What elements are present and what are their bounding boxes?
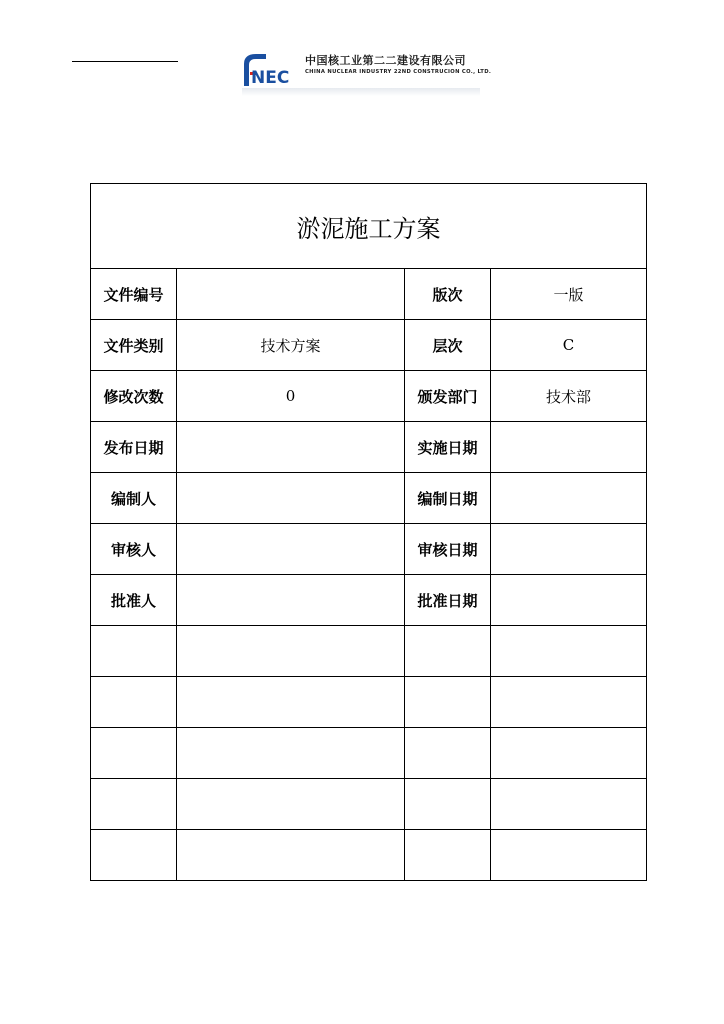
blank-cell: [491, 779, 647, 830]
field-label: 编制人: [91, 473, 177, 524]
document-title: 淤泥施工方案: [91, 184, 647, 269]
blank-cell: [491, 626, 647, 677]
field-value: [491, 575, 647, 626]
field-label: 版次: [405, 269, 491, 320]
table-row: [91, 320, 647, 371]
table-row: [91, 422, 647, 473]
logo-reflection: [242, 88, 480, 96]
field-label: 颁发部门: [405, 371, 491, 422]
nec-logo-icon: [240, 50, 304, 90]
blank-row: [91, 728, 647, 779]
table-row: [91, 473, 647, 524]
logo-letters: NEC: [251, 68, 290, 88]
blank-cell: [91, 830, 177, 881]
document-control-table: [90, 183, 647, 881]
blank-cell: [177, 830, 405, 881]
field-value: 技术部: [491, 371, 647, 422]
field-value: [491, 422, 647, 473]
blank-cell: [405, 626, 491, 677]
blank-cell: [405, 728, 491, 779]
blank-cell: [177, 779, 405, 830]
table-row: [91, 371, 647, 422]
blank-cell: [491, 830, 647, 881]
title-row: [91, 184, 647, 269]
blank-row: [91, 677, 647, 728]
field-label: 文件类别: [91, 320, 177, 371]
blank-cell: [177, 626, 405, 677]
blank-cell: [91, 779, 177, 830]
blank-cell: [405, 677, 491, 728]
field-label: 审核人: [91, 524, 177, 575]
blank-cell: [91, 626, 177, 677]
field-label: 审核日期: [405, 524, 491, 575]
field-value: [177, 473, 405, 524]
blank-row: [91, 830, 647, 881]
table-row: [91, 269, 647, 320]
field-label: 批准人: [91, 575, 177, 626]
field-value: [177, 575, 405, 626]
table-row: [91, 524, 647, 575]
field-value: [177, 269, 405, 320]
blank-cell: [491, 677, 647, 728]
field-label: 批准日期: [405, 575, 491, 626]
field-label: 发布日期: [91, 422, 177, 473]
field-value: [177, 524, 405, 575]
blank-row: [91, 779, 647, 830]
blank-cell: [177, 677, 405, 728]
field-value: C: [491, 320, 647, 371]
blank-row: [91, 626, 647, 677]
blank-cell: [91, 728, 177, 779]
header-rule: [72, 61, 178, 62]
blank-cell: [405, 830, 491, 881]
company-name-cn: 中国核工业第二二建设有限公司: [305, 54, 466, 67]
blank-cell: [177, 728, 405, 779]
field-value: 0: [177, 371, 405, 422]
blank-cell: [491, 728, 647, 779]
blank-cell: [91, 677, 177, 728]
field-label: 文件编号: [91, 269, 177, 320]
field-value: 一版: [491, 269, 647, 320]
field-value: [491, 473, 647, 524]
company-name-en: CHINA NUCLEAR INDUSTRY 22ND CONSTRUCION CO., LTD.: [305, 69, 492, 75]
field-value: 技术方案: [177, 320, 405, 371]
field-label: 修改次数: [91, 371, 177, 422]
field-label: 实施日期: [405, 422, 491, 473]
field-label: 编制日期: [405, 473, 491, 524]
field-value: [491, 524, 647, 575]
field-value: [177, 422, 405, 473]
field-label: 层次: [405, 320, 491, 371]
blank-cell: [405, 779, 491, 830]
table-row: [91, 575, 647, 626]
